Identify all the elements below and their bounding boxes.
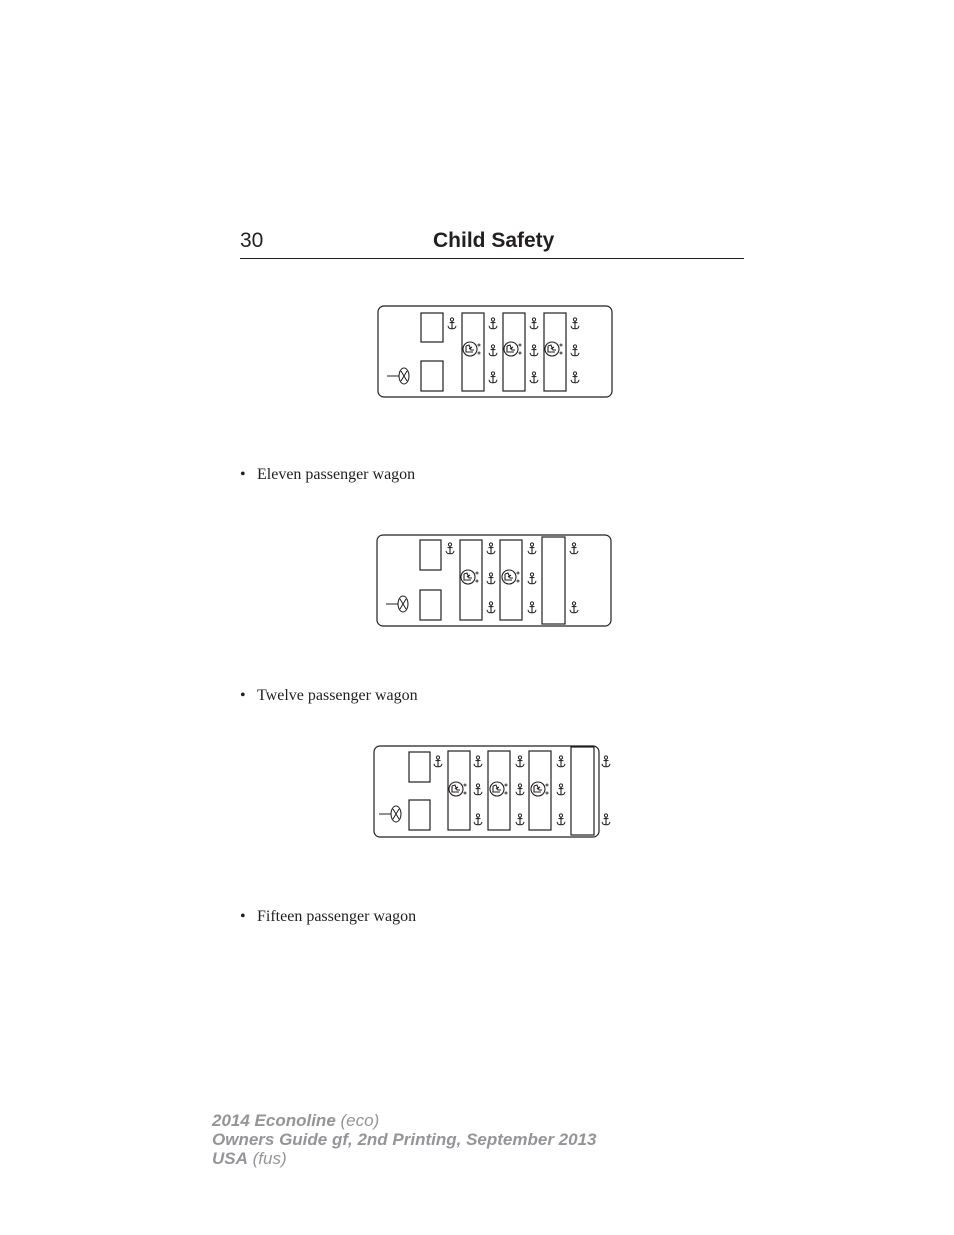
tether-anchor-icon: [530, 372, 538, 383]
footer-line-3: [212, 1149, 596, 1168]
tether-anchor-icon: [528, 543, 536, 554]
tether-anchor-icon: [474, 756, 482, 767]
tether-anchor-icon: [571, 318, 579, 329]
fifteen-passenger-seating-diagram: [373, 745, 618, 839]
tether-anchor-icon: [570, 602, 578, 613]
tether-anchor-icon: [571, 372, 579, 383]
bullet: •: [240, 908, 246, 925]
list-item: [240, 907, 416, 927]
tether-anchor-icon: [530, 318, 538, 329]
list-item-text: Eleven passenger wagon: [257, 466, 416, 483]
child-seat-icon: [490, 782, 507, 796]
bullet: •: [240, 466, 246, 483]
passenger-seat: [409, 752, 430, 782]
tether-anchor-icon: [489, 318, 497, 329]
section-title: Child Safety: [433, 229, 555, 252]
tether-anchor-icon: [516, 756, 524, 767]
tether-anchor-icon: [487, 573, 495, 584]
passenger-seat: [420, 540, 441, 570]
passenger-seat: [421, 313, 443, 342]
steering-wheel-icon: [387, 368, 409, 384]
tether-anchor-icon: [489, 372, 497, 383]
tether-anchor-icon: [570, 543, 578, 554]
tether-anchor-icon: [434, 756, 442, 767]
vehicle-outline: [374, 746, 599, 837]
tether-anchor-icon: [528, 573, 536, 584]
tether-anchor-icon: [528, 602, 536, 613]
list-item-text: Fifteen passenger wagon: [257, 908, 417, 925]
footer-model-code: (eco): [340, 1111, 380, 1130]
child-seat-icon: [502, 570, 519, 584]
steering-wheel-icon: [379, 806, 401, 822]
tether-anchor-icon: [487, 602, 495, 613]
tether-anchor-icon: [446, 543, 454, 554]
page-footer: [212, 1111, 596, 1168]
page-number: 30: [240, 229, 264, 252]
driver-seat: [409, 800, 430, 830]
driver-seat: [420, 590, 441, 620]
child-seat-icon: [449, 782, 466, 796]
footer-line-2: [212, 1130, 596, 1149]
tether-anchor-icon: [448, 318, 456, 329]
tether-anchor-icon: [474, 784, 482, 795]
eleven-passenger-seating-diagram: [377, 305, 613, 399]
bench-seat-row-5: [571, 747, 594, 835]
tether-anchor-icon: [557, 784, 565, 795]
bullet: •: [240, 687, 246, 704]
list-item-text: Twelve passenger wagon: [257, 687, 418, 704]
tether-anchor-icon: [602, 756, 610, 767]
tether-anchor-icon: [487, 543, 495, 554]
footer-printing: Owners Guide gf, 2nd Printing, September 2013: [212, 1130, 597, 1149]
child-seat-icon: [463, 342, 480, 356]
child-seat-icon: [531, 782, 548, 796]
tether-anchor-icon: [530, 345, 538, 356]
footer-market-code: (fus): [252, 1149, 287, 1168]
tether-anchor-icon: [516, 814, 524, 825]
footer-line-1: [212, 1111, 596, 1130]
list-item: [240, 465, 415, 485]
footer-market: USA: [212, 1149, 248, 1168]
bench-seat-row-4: [542, 537, 565, 624]
child-seat-icon: [504, 342, 521, 356]
tether-anchor-icon: [489, 345, 497, 356]
child-seat-icon: [461, 570, 478, 584]
child-seat-icon: [545, 342, 562, 356]
footer-model: 2014 Econoline: [212, 1111, 336, 1130]
tether-anchor-icon: [557, 814, 565, 825]
driver-seat: [421, 361, 443, 391]
tether-anchor-icon: [474, 814, 482, 825]
tether-anchor-icon: [557, 756, 565, 767]
list-item: [240, 686, 418, 706]
tether-anchor-icon: [602, 814, 610, 825]
steering-wheel-icon: [386, 596, 408, 612]
twelve-passenger-seating-diagram: [376, 534, 612, 628]
tether-anchor-icon: [571, 345, 579, 356]
page-header: [240, 228, 744, 259]
tether-anchor-icon: [516, 784, 524, 795]
